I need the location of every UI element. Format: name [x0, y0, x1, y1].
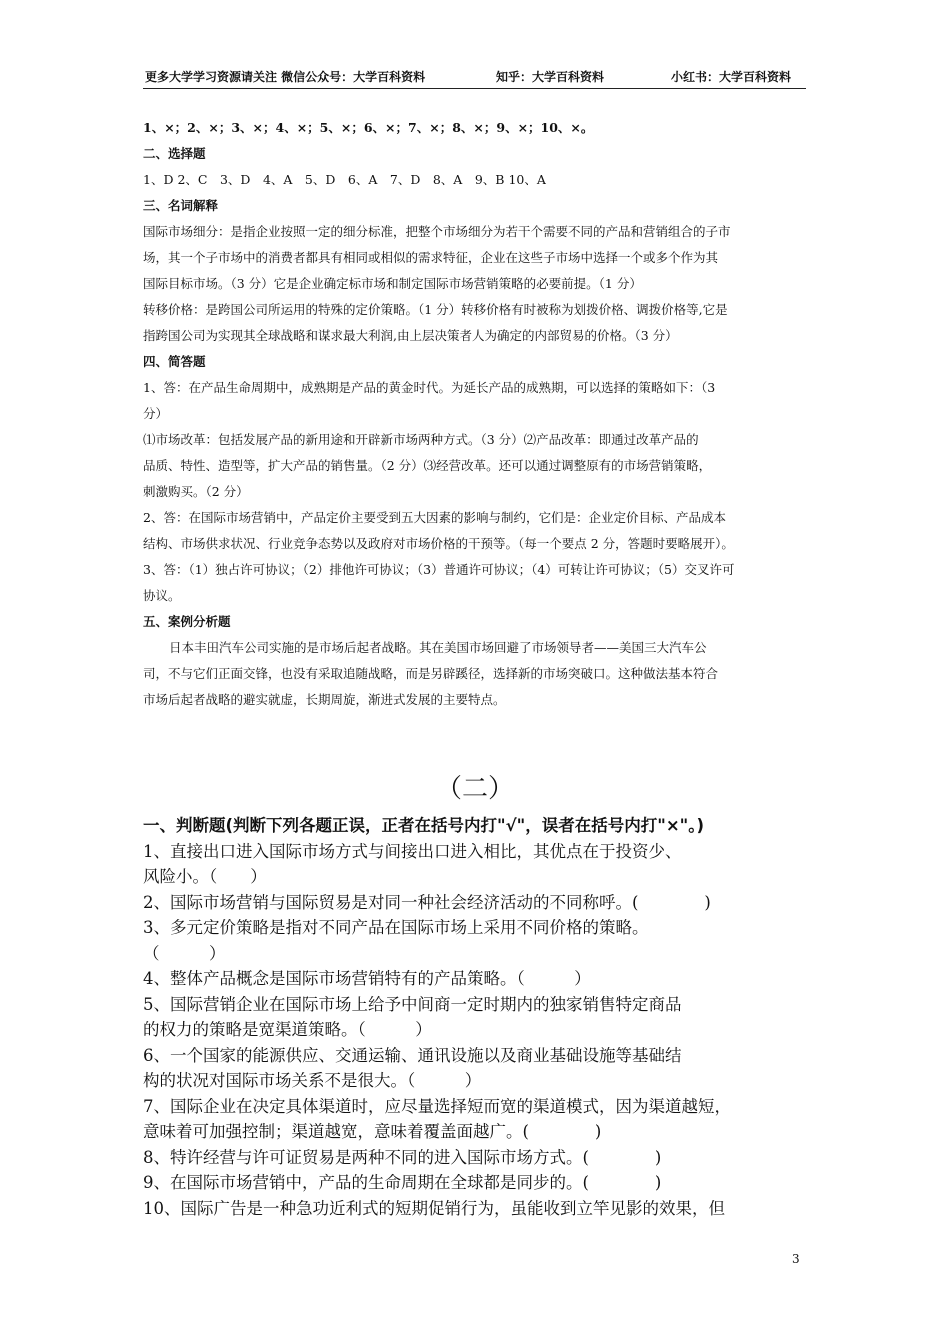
short1-line: ⑴市场改革：包括发展产品的新用途和开辟新市场两种方式。（3 分）⑵产品改革：即通过改革产品的	[143, 432, 699, 447]
question-line: 9、在国际市场营销中，产品的生命周期在全球都是同步的。( )	[143, 1173, 662, 1192]
short1-line: 品质、特性、造型等，扩大产品的销售量。（2 分）⑶经营改革。还可以通过调整原有的市场营销策略，	[143, 458, 712, 473]
term2-line: 指跨国公司为实现其全球战略和谋求最大利润,由上层决策者人为确定的内部贸易的价格。（3 分）	[143, 328, 678, 343]
term1-line: 国际目标市场。（3 分）它是企业确定标市场和制定国际市场营销策略的必要前提。（1 分）	[143, 276, 642, 291]
header-zhihu: 知乎：大学百科资料	[496, 70, 605, 84]
question-line: 4、整体产品概念是国际市场营销特有的产品策略。（ ）	[143, 969, 591, 988]
term1-line: 场，其一个子市场中的消费者都具有相同或相似的需求特征，企业在这些子市场中选择一个或多个作为其	[143, 250, 719, 265]
question-line: 风险小。（ ）	[143, 867, 267, 886]
short1-line: 刺激购买。（2 分）	[143, 484, 249, 499]
questions-section	[143, 813, 813, 1221]
term1-line: 国际市场细分：是指企业按照一定的细分标准，把整个市场细分为若干个需要不同的产品和营销组合的子市	[143, 224, 731, 239]
short-heading: 四、简答题	[143, 354, 206, 369]
question-line: 2、国际市场营销与国际贸易是对同一种社会经济活动的不同称呼。( )	[143, 892, 711, 912]
question-line: 7、国际企业在决定具体渠道时，应尽量选择短而宽的渠道模式，因为渠道越短，	[143, 1096, 731, 1116]
header-wechat: 更多大学学习资源请关注 微信公众号：大学百科资料	[145, 70, 426, 84]
question-line: 1、直接出口进入国际市场方式与间接出口进入相比，其优点在于投资少、	[143, 841, 682, 861]
choice-heading: 二、选择题	[143, 146, 206, 161]
judge-answers: 1、×；2、×；3、×；4、×；5、×；6、×；7、×；8、×；9、×；10、×。	[143, 120, 594, 135]
term2-line: 转移价格：是跨国公司所运用的特殊的定价策略。（1 分）转移价格有时被称为划拨价格、调拨价格等,它是	[143, 302, 728, 317]
short3-line: 协议。	[143, 588, 181, 603]
question-line: 意味着可加强控制；渠道越宽，意味着覆盖面越广。( )	[143, 1122, 602, 1141]
short1-line: 分）	[143, 406, 169, 421]
short2-line: 结构、市场供求状况、行业竞争态势以及政府对市场价格的干预等。（每一个要点 2 分，答题时要略展开）。	[143, 536, 734, 551]
short1-line: 1、答：在产品生命周期中，成熟期是产品的黄金时代。为延长产品的成熟期，可以选择的策略如下：（3	[143, 380, 716, 395]
short3-line: 3、答：（1）独占许可协议；（2）排他许可协议；（3）普通许可协议；（4）可转让许可协议；（5）交叉许可	[143, 562, 735, 577]
case-line: 司，不与它们正面交锋，也没有采取追随战略，而是另辟蹊径，选择新的市场突破口。这种做法基本符合	[143, 666, 719, 681]
case-line: 市场后起者战略的避实就虚，长期周旋，渐进式发展的主要特点。	[143, 692, 506, 707]
question-line: 6、一个国家的能源供应、交通运输、通讯设施以及商业基础设施等基础结	[143, 1045, 682, 1065]
question-line: 构的状况对国际市场关系不是很大。（ ）	[143, 1071, 482, 1090]
short2-line: 2、答：在国际市场营销中，产品定价主要受到五大因素的影响与制约，它们是：企业定价目标、产品成本	[143, 510, 726, 525]
header-xiaohongshu: 小红书：大学百科资料	[671, 70, 792, 84]
question-line: （ ）	[143, 943, 226, 963]
question-line: 3、多元定价策略是指对不同产品在国际市场上采用不同价格的策略。	[143, 918, 649, 937]
case-heading: 五、案例分析题	[143, 614, 231, 629]
section-two-title: （二）	[435, 774, 514, 804]
page-header	[143, 66, 806, 89]
terms-heading: 三、名词解释	[143, 198, 219, 213]
judge-heading: 一、判断题(判断下列各题正误，正者在括号内打"√"，误者在括号内打"×"。)	[143, 816, 705, 835]
answers-section	[143, 115, 806, 713]
question-line: 的权力的策略是宽渠道策略。（ ）	[143, 1020, 432, 1039]
question-line: 8、特许经营与许可证贸易是两种不同的进入国际市场方式。( )	[143, 1147, 662, 1167]
choice-answers: 1、D 2、C 3、D 4、A 5、D 6、A 7、D 8、A 9、B 10、A	[143, 172, 546, 187]
question-line: 10、国际广告是一种急功近利式的短期促销行为，虽能收到立竿见影的效果，但	[143, 1198, 725, 1218]
question-line: 5、国际营销企业在国际市场上给予中间商一定时期内的独家销售特定商品	[143, 994, 682, 1014]
case-line: 日本丰田汽车公司实施的是市场后起者战略。其在美国市场回避了市场领导者——美国三大汽车公	[169, 640, 707, 655]
page-number: 3	[792, 1252, 800, 1266]
